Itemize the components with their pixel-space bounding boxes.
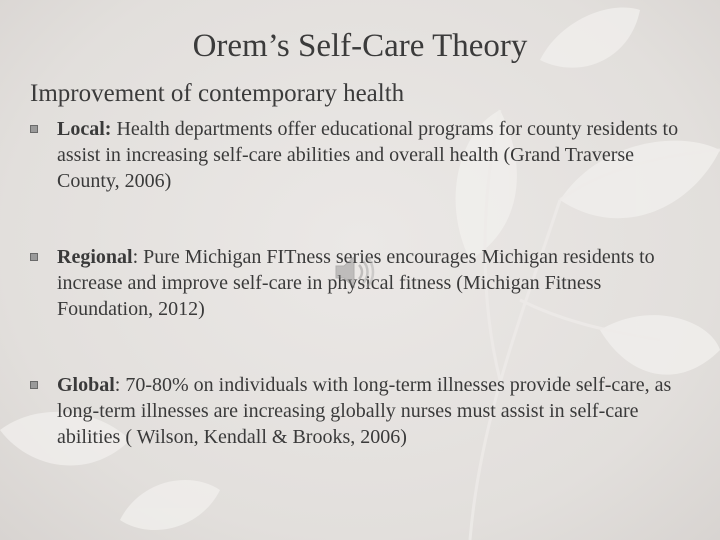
bullet-text: Health departments offer educational programs for county residents to assist in increasing self-care abilities and overall health (Grand Traverse County, 2006) (57, 118, 679, 192)
square-bullet-icon (30, 125, 38, 133)
bullet-label: Global (57, 374, 115, 396)
speaker-icon[interactable] (330, 248, 378, 296)
bullet-local (30, 116, 700, 194)
square-bullet-icon (30, 381, 38, 389)
square-bullet-icon (30, 253, 38, 261)
bullet-label: Local: (57, 118, 112, 140)
slide-subtitle: Improvement of contemporary health (30, 80, 405, 107)
bullet-label: Regional (57, 246, 133, 268)
bullet-text: : Pure Michigan FITness series encourages Michigan residents to increase and improve self-care in physical fitness (Michigan Fitness Foundation, 2012) (57, 246, 655, 320)
slide-title: Orem’s Self-Care Theory (192, 28, 528, 64)
bullet-text: : 70-80% on individuals with long-term illnesses provide self-care, as long-term illnesses are increasing globally nurses must assist in self-care abilities ( Wilson, Kendall & Brooks, 2006) (57, 374, 672, 448)
bullet-global (30, 372, 700, 450)
